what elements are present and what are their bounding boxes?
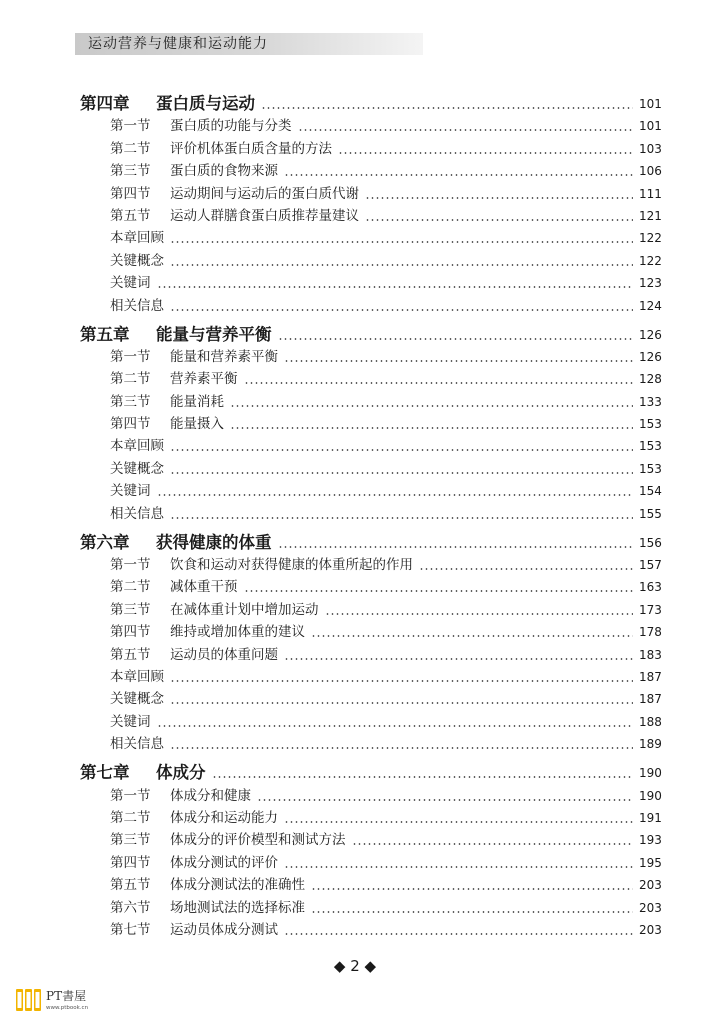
toc-entry-title: 蛋白质与运动 <box>156 94 255 113</box>
dot-leader <box>284 658 633 660</box>
toc-section-row[interactable] <box>80 872 661 894</box>
dot-leader <box>298 129 634 131</box>
toc-page-number: 203 <box>639 922 662 937</box>
toc-page-number: 195 <box>639 855 662 870</box>
toc-entry-number: 第六节 <box>110 899 151 916</box>
toc-section-row[interactable] <box>80 782 661 804</box>
toc-entry-label <box>80 185 359 203</box>
dot-leader <box>284 821 633 823</box>
toc-entry-number: 第五节 <box>110 877 151 894</box>
toc-page-number: 187 <box>639 669 662 684</box>
toc-entry-label <box>80 646 278 664</box>
running-header-title: 运动营养与健康和运动能力 <box>88 36 268 52</box>
toc-page-number: 103 <box>639 141 662 156</box>
toc-entry-title: 获得健康的体重 <box>156 532 272 552</box>
dot-leader <box>311 888 633 890</box>
toc-entry-label <box>80 252 164 270</box>
toc-entry-label <box>80 229 164 247</box>
toc-section-row[interactable] <box>80 203 661 225</box>
toc-page-number: 101 <box>639 119 662 134</box>
toc-entry-title: 相关信息 <box>110 297 164 314</box>
toc-section-row[interactable] <box>80 708 661 730</box>
dot-leader <box>365 219 633 221</box>
toc-entry-label <box>80 393 224 411</box>
dot-leader <box>419 568 633 570</box>
watermark-name: PT書屋 <box>46 989 87 1003</box>
toc-entry-title: 能量消耗 <box>170 393 224 410</box>
toc-entry-label <box>80 601 319 619</box>
toc-entry-number: 第二节 <box>110 809 151 826</box>
toc-page-number: 156 <box>639 535 662 550</box>
table-of-contents <box>80 84 661 939</box>
toc-section-row[interactable] <box>80 849 661 871</box>
toc-page-number: 123 <box>639 276 662 291</box>
toc-page-number: 122 <box>639 231 662 246</box>
toc-section-row[interactable] <box>80 433 661 455</box>
toc-section-row[interactable] <box>80 344 661 366</box>
toc-section-row[interactable] <box>80 225 661 247</box>
toc-entry-title: 体成分测试的评价 <box>170 854 278 871</box>
dot-leader <box>257 799 633 801</box>
toc-section-row[interactable] <box>80 180 661 202</box>
dot-leader <box>170 241 633 243</box>
toc-entry-title: 相关信息 <box>110 505 164 522</box>
toc-entry-number: 第一节 <box>110 118 151 135</box>
toc-page-number: 203 <box>639 900 662 915</box>
toc-section-row[interactable] <box>80 411 661 433</box>
toc-entry-title: 关键概念 <box>110 691 164 708</box>
toc-page-number: 188 <box>639 714 662 729</box>
toc-entry-title: 体成分测试法的准确性 <box>170 877 305 894</box>
toc-entry-label <box>80 690 164 708</box>
toc-entry-label <box>80 921 278 939</box>
toc-entry-title: 减体重干预 <box>170 579 238 596</box>
toc-entry-label <box>80 831 346 849</box>
toc-section-row[interactable] <box>80 552 661 574</box>
toc-entry-label <box>80 787 251 805</box>
toc-page-number: 122 <box>639 253 662 268</box>
toc-entry-title: 关键概念 <box>110 460 164 477</box>
toc-entry-title: 体成分的评价模型和测试方法 <box>170 832 346 849</box>
dot-leader <box>230 427 633 429</box>
toc-entry-label <box>80 437 164 455</box>
toc-entry-number: 第一节 <box>110 348 151 365</box>
toc-chapter-row[interactable] <box>80 84 661 113</box>
toc-page-number: 128 <box>639 372 662 387</box>
page-number: ◆ 2 ◆ <box>333 957 377 975</box>
toc-page-number: 157 <box>639 558 662 573</box>
toc-entry-label <box>80 297 164 315</box>
toc-entry-number: 第三节 <box>110 601 151 618</box>
toc-entry-label <box>80 556 413 574</box>
dot-leader <box>311 911 633 913</box>
toc-page-number: 190 <box>639 788 662 803</box>
dot-leader <box>365 197 633 199</box>
toc-entry-number: 第四节 <box>110 416 151 433</box>
toc-section-row[interactable] <box>80 388 661 410</box>
toc-section-row[interactable] <box>80 292 661 314</box>
toc-entry-title: 关键概念 <box>110 252 164 269</box>
toc-section-row[interactable] <box>80 455 661 477</box>
toc-entry-number: 第四节 <box>110 624 151 641</box>
toc-entry-label <box>80 899 305 917</box>
toc-chapter-row[interactable] <box>80 523 661 552</box>
toc-section-row[interactable] <box>80 596 661 618</box>
toc-page-number: 193 <box>639 833 662 848</box>
dot-leader <box>284 933 633 935</box>
toc-entry-title: 维持或增加体重的建议 <box>170 624 305 641</box>
toc-page-number: 190 <box>639 766 662 781</box>
dot-leader <box>170 309 633 311</box>
toc-entry-title: 能量摄入 <box>170 416 224 433</box>
toc-page-number: 187 <box>639 692 662 707</box>
dot-leader <box>284 866 633 868</box>
toc-section-row[interactable] <box>80 270 661 292</box>
toc-entry-label <box>80 95 255 113</box>
toc-entry-title: 关键词 <box>110 275 151 292</box>
dot-leader <box>278 338 634 340</box>
toc-section-row[interactable] <box>80 894 661 916</box>
toc-entry-number: 第四节 <box>110 185 151 202</box>
toc-entry-title: 体成分和健康 <box>170 787 251 804</box>
toc-section-row[interactable] <box>80 500 661 522</box>
toc-entry-label <box>80 876 305 894</box>
toc-page-number: 163 <box>639 580 662 595</box>
toc-section-row[interactable] <box>80 247 661 269</box>
toc-entry-title: 关键词 <box>110 483 151 500</box>
toc-entry-number: 第一节 <box>110 787 151 804</box>
toc-entry-title: 本章回顾 <box>110 230 164 247</box>
dot-leader <box>284 360 633 362</box>
toc-entry-title: 场地测试法的选择标准 <box>170 899 305 916</box>
dot-leader <box>338 152 633 154</box>
dot-leader <box>170 264 633 266</box>
dot-leader <box>230 405 633 407</box>
dot-leader <box>170 517 633 519</box>
toc-section-row[interactable] <box>80 478 661 500</box>
toc-entry-number: 第七章 <box>80 763 130 783</box>
toc-entry-label <box>80 326 272 344</box>
dot-leader <box>157 725 634 727</box>
toc-entry-number: 第一节 <box>110 557 151 574</box>
toc-entry-number: 第四节 <box>110 854 151 871</box>
toc-entry-label <box>80 668 164 686</box>
dot-leader <box>157 494 634 496</box>
toc-entry-number: 第五章 <box>80 324 130 344</box>
toc-entry-label <box>80 809 278 827</box>
toc-entry-title: 相关信息 <box>110 736 164 753</box>
dot-leader <box>352 843 634 845</box>
toc-entry-label <box>80 415 224 433</box>
toc-page-number: 106 <box>639 164 662 179</box>
toc-entry-label <box>80 117 292 135</box>
toc-entry-title: 本章回顾 <box>110 668 164 685</box>
dot-leader <box>170 680 633 682</box>
dot-leader <box>325 613 634 615</box>
toc-entry-label <box>80 534 272 552</box>
dot-leader <box>311 635 633 637</box>
toc-section-row[interactable] <box>80 827 661 849</box>
toc-chapter-row[interactable] <box>80 315 661 344</box>
toc-entry-number: 第二节 <box>110 579 151 596</box>
watermark-url: www.ptbook.cn <box>46 1005 89 1011</box>
toc-section-row[interactable] <box>80 574 661 596</box>
toc-entry-label <box>80 370 238 388</box>
dot-leader <box>284 174 633 176</box>
toc-entry-title: 运动期间与运动后的蛋白质代谢 <box>170 185 359 202</box>
toc-entry-title: 体成分 <box>156 763 206 783</box>
toc-entry-label <box>80 274 151 292</box>
toc-entry-label <box>80 348 278 366</box>
toc-entry-label <box>80 162 278 180</box>
dot-leader <box>261 107 633 109</box>
toc-section-row[interactable] <box>80 619 661 641</box>
toc-page-number: 126 <box>639 327 662 342</box>
toc-page-number: 153 <box>639 439 662 454</box>
toc-entry-title: 运动员体成分测试 <box>170 921 278 938</box>
toc-page-number: 101 <box>639 97 662 111</box>
toc-page-number: 154 <box>639 484 662 499</box>
toc-section-row[interactable] <box>80 917 661 939</box>
toc-entry-label <box>80 482 151 500</box>
toc-entry-title: 评价机体蛋白质含量的方法 <box>170 140 332 157</box>
toc-page-number: 189 <box>639 737 662 752</box>
toc-page-number: 153 <box>639 417 662 432</box>
toc-entry-label <box>80 854 278 872</box>
toc-section-row[interactable] <box>80 805 661 827</box>
toc-entry-number: 第五节 <box>110 646 151 663</box>
toc-page-number: 153 <box>639 461 662 476</box>
toc-entry-label <box>80 623 305 641</box>
toc-entry-label <box>80 735 164 753</box>
toc-entry-label <box>80 505 164 523</box>
toc-page-number: 191 <box>639 810 662 825</box>
toc-entry-title: 饮食和运动对获得健康的体重所起的作用 <box>170 557 413 574</box>
toc-entry-title: 在减体重计划中增加运动 <box>170 601 319 618</box>
toc-entry-title: 本章回顾 <box>110 438 164 455</box>
toc-section-row[interactable] <box>80 641 661 663</box>
toc-entry-number: 第四章 <box>80 94 130 113</box>
dot-leader <box>157 286 634 288</box>
toc-entry-title: 运动员的体重问题 <box>170 646 278 663</box>
toc-entry-number: 第七节 <box>110 921 151 938</box>
dot-leader <box>278 546 634 548</box>
dot-leader <box>170 449 633 451</box>
toc-page-number: 178 <box>639 625 662 640</box>
toc-page-number: 183 <box>639 647 662 662</box>
toc-page-number: 121 <box>639 208 662 223</box>
toc-entry-title: 蛋白质的功能与分类 <box>170 118 292 135</box>
toc-page-number: 203 <box>639 878 662 893</box>
toc-entry-title: 能量与营养平衡 <box>156 324 272 344</box>
toc-chapter-row[interactable] <box>80 753 661 782</box>
dot-leader <box>212 776 634 778</box>
toc-section-row[interactable] <box>80 664 661 686</box>
toc-entry-title: 营养素平衡 <box>170 371 238 388</box>
toc-entry-title: 体成分和运动能力 <box>170 809 278 826</box>
toc-section-row[interactable] <box>80 731 661 753</box>
dot-leader <box>170 702 633 704</box>
toc-entry-number: 第二节 <box>110 371 151 388</box>
toc-page-number: 173 <box>639 602 662 617</box>
toc-entry-label <box>80 764 206 782</box>
toc-section-row[interactable] <box>80 113 661 135</box>
toc-entry-label <box>80 140 332 158</box>
dot-leader <box>170 472 633 474</box>
toc-page-number: 155 <box>639 506 662 521</box>
toc-entry-label <box>80 207 359 225</box>
toc-section-row[interactable] <box>80 158 661 180</box>
toc-entry-label <box>80 578 238 596</box>
toc-section-row[interactable] <box>80 366 661 388</box>
toc-entry-number: 第二节 <box>110 140 151 157</box>
toc-entry-title: 关键词 <box>110 713 151 730</box>
toc-entry-label <box>80 460 164 478</box>
toc-entry-number: 第三节 <box>110 832 151 849</box>
toc-entry-number: 第三节 <box>110 163 151 180</box>
toc-entry-title: 蛋白质的食物来源 <box>170 163 278 180</box>
toc-entry-title: 能量和营养素平衡 <box>170 348 278 365</box>
toc-entry-number: 第五节 <box>110 207 151 224</box>
toc-section-row[interactable] <box>80 686 661 708</box>
toc-section-row[interactable] <box>80 135 661 157</box>
dot-leader <box>244 382 634 384</box>
dot-leader <box>244 590 634 592</box>
toc-page-number: 126 <box>639 349 662 364</box>
toc-page-number: 133 <box>639 394 662 409</box>
dot-leader <box>170 747 633 749</box>
toc-entry-number: 第六章 <box>80 532 130 552</box>
toc-page-number: 124 <box>639 298 662 313</box>
toc-entry-title: 运动人群膳食蛋白质推荐量建议 <box>170 207 359 224</box>
toc-entry-number: 第三节 <box>110 393 151 410</box>
toc-entry-label <box>80 713 151 731</box>
toc-page-number: 111 <box>639 186 662 201</box>
